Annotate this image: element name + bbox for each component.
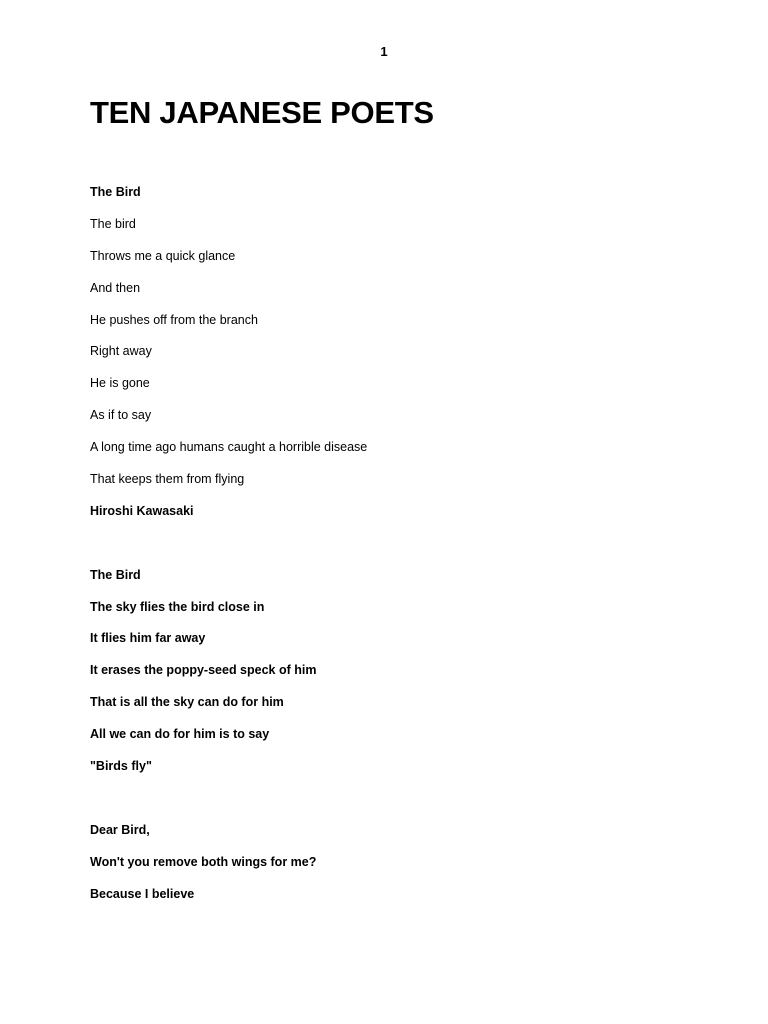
blank-line <box>90 533 710 565</box>
poem-line: The bird <box>90 216 136 231</box>
document-title: TEN JAPANESE POETS <box>90 95 434 130</box>
poem-author: Hiroshi Kawasaki <box>90 503 194 518</box>
poem-line: He is gone <box>90 376 150 391</box>
poem-line: And then <box>90 280 141 295</box>
poem-line: Right away <box>90 344 152 359</box>
poem-line: The sky flies the bird close in <box>90 599 265 614</box>
poem-line: He pushes off from the branch <box>90 312 258 327</box>
poem-body <box>90 182 710 915</box>
poem-line: All we can do for him is to say <box>90 727 270 742</box>
poem-line: It erases the poppy-seed speck of him <box>90 663 317 678</box>
poem-line: That keeps them from flying <box>90 472 245 487</box>
poem-line: As if to say <box>90 408 152 423</box>
poem-line: Won't you remove both wings for me? <box>90 854 317 869</box>
poem-line: Because I believe <box>90 886 195 901</box>
poem-line: A long time ago humans caught a horrible disease <box>90 440 368 455</box>
page-number: 1 <box>380 44 388 59</box>
poem-line: Throws me a quick glance <box>90 248 236 263</box>
poem-line: Dear Bird, <box>90 822 150 837</box>
poem-line: It flies him far away <box>90 631 206 646</box>
poem-title: The Bird <box>90 567 141 582</box>
poem-line: "Birds fly" <box>90 759 152 774</box>
poem-title: The Bird <box>90 185 141 199</box>
blank-line <box>90 788 710 820</box>
poem-line: That is all the sky can do for him <box>90 695 284 710</box>
